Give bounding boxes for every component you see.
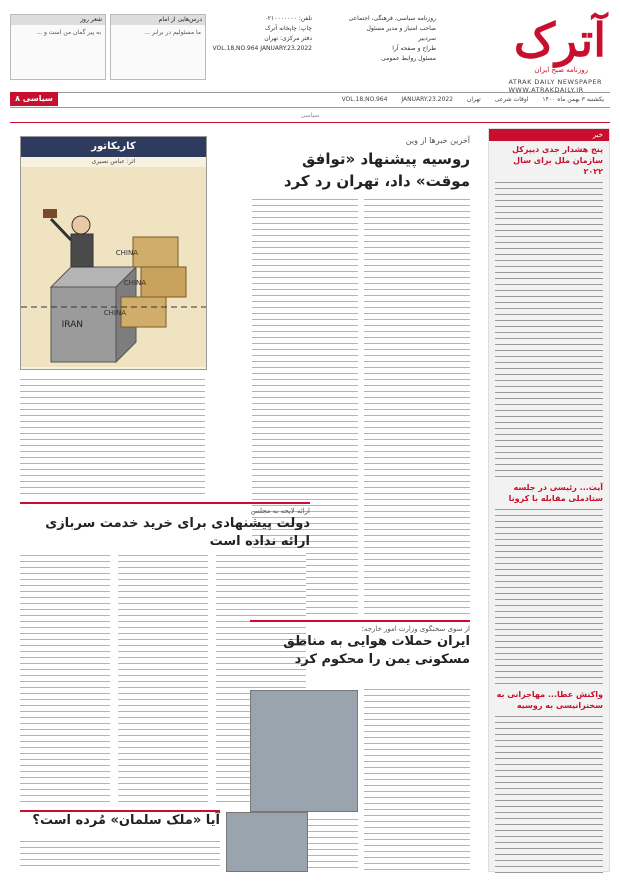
brief-title[interactable]: واکنش عطا... مهاجرانی به سخنرانیسی به روسیه [496, 690, 603, 710]
ad-body: به پیر گمان من است و ... [36, 29, 101, 36]
story-photo [226, 812, 308, 872]
story-yemen [250, 620, 470, 669]
pedestal-label: IRAN [61, 320, 83, 330]
contact-line: دفتر مرکزی: تهران [264, 35, 312, 42]
section-tab[interactable] [10, 92, 58, 106]
story-headline[interactable]: دولت پیشنهادی برای خرید خدمت سربازی ارائه نداده است [45, 516, 310, 549]
story-kicker: ارائه لایحه به مجلس [250, 507, 310, 515]
brief-title[interactable]: پنج هشدار جدی دیپرکل سازمان ملل برای سال ۲۰۲۲ [512, 145, 603, 176]
cartoon-title: کاریکاتور [21, 137, 206, 157]
info-date-en: JANUARY.23.2022 [401, 96, 454, 103]
sidebar-header: خبر [489, 129, 609, 141]
story-kicker: از سوی سخنگوی وزارت امور خارجه؛ [361, 625, 470, 633]
story-body [364, 686, 470, 870]
lead-body-col3 [20, 376, 205, 496]
story-body [20, 838, 220, 870]
ad-box-poem [10, 14, 106, 80]
story-salman [20, 810, 220, 830]
logo-subtitle: روزنامه صبح ایران [534, 66, 588, 74]
story-body [20, 552, 110, 802]
contact-line: VOL.18,NO.964 JANUARY.23.2022 [212, 45, 312, 52]
staff-line: مسئول روابط عمومی [381, 55, 436, 62]
story-photo [250, 690, 358, 812]
staff-line: صاحب امتیاز و مدیر مسئول [366, 25, 436, 32]
contact-block [212, 14, 312, 54]
story-headline[interactable]: ایران حملات هوایی به مناطق مسکونی یمن را محکوم کرد [283, 634, 470, 667]
lead-headline[interactable]: روسیه پیشنهاد «توافق موقت» داد، تهران رد کرد [283, 150, 470, 190]
cartoon-author: اثر: عباس نصیری [91, 158, 136, 165]
section-page: ۸ [15, 94, 20, 103]
contact-line: تلفن: ۰۲۱۰۰۰۰۰۰۰ [264, 15, 312, 22]
brief-title[interactable]: آیت... رئیسی در جلسه ستادملی مقابله با کرونا [508, 483, 603, 503]
info-volume: VOL.18,NO.964 [341, 96, 388, 103]
story-headline[interactable]: آیا «ملک سلمان» مُرده است؟ [32, 813, 220, 828]
staff-block [316, 14, 436, 64]
website[interactable]: WWW.ATRAKDAILY.IR [508, 86, 584, 94]
staff-line: روزنامه سیاسی، فرهنگی، اجتماعی [348, 15, 436, 22]
brief-body [495, 179, 603, 479]
ad-box-lessons [110, 14, 206, 80]
box-label: CHINA [123, 279, 146, 287]
staff-line: طراح و صفحه آرا [392, 45, 436, 52]
staff-line: سردبیر [418, 35, 436, 42]
box-label: CHINA [115, 249, 138, 257]
logo [474, 14, 606, 76]
ad-header: درس‌هایی از امام [111, 15, 205, 25]
masthead [0, 0, 620, 94]
info-prayer-times: اوقات شرعی [494, 96, 529, 103]
ad-header: شعر روز [11, 15, 105, 25]
story-body [118, 552, 208, 802]
box-label: CHINA [103, 309, 126, 317]
logo-word: آترک [513, 13, 606, 67]
contact-line: چاپ: چاپخانه آترک [265, 25, 312, 32]
story-conscription [20, 502, 310, 551]
lead-kicker: آخرین خبرها از وین [405, 136, 470, 145]
cartoon-box [20, 136, 207, 370]
section-rule: سیاسی [10, 110, 610, 123]
brief-body [495, 713, 603, 873]
lead-body-col1 [364, 196, 470, 614]
info-bar [10, 92, 610, 108]
ad-body: ما مسئولیم در برابر ... [144, 29, 201, 36]
info-date: یکشنبه ۳ بهمن ماه ۱۴۰۰ [542, 96, 604, 103]
info-city: تهران [466, 96, 481, 103]
cartoon-illustration [21, 167, 206, 367]
logo-english-text: ATRAK DAILY NEWSPAPER [508, 78, 602, 86]
brief-body [495, 506, 603, 686]
ad-boxes [10, 14, 206, 78]
news-sidebar [488, 128, 610, 872]
section-name: سیاسی [22, 94, 53, 103]
